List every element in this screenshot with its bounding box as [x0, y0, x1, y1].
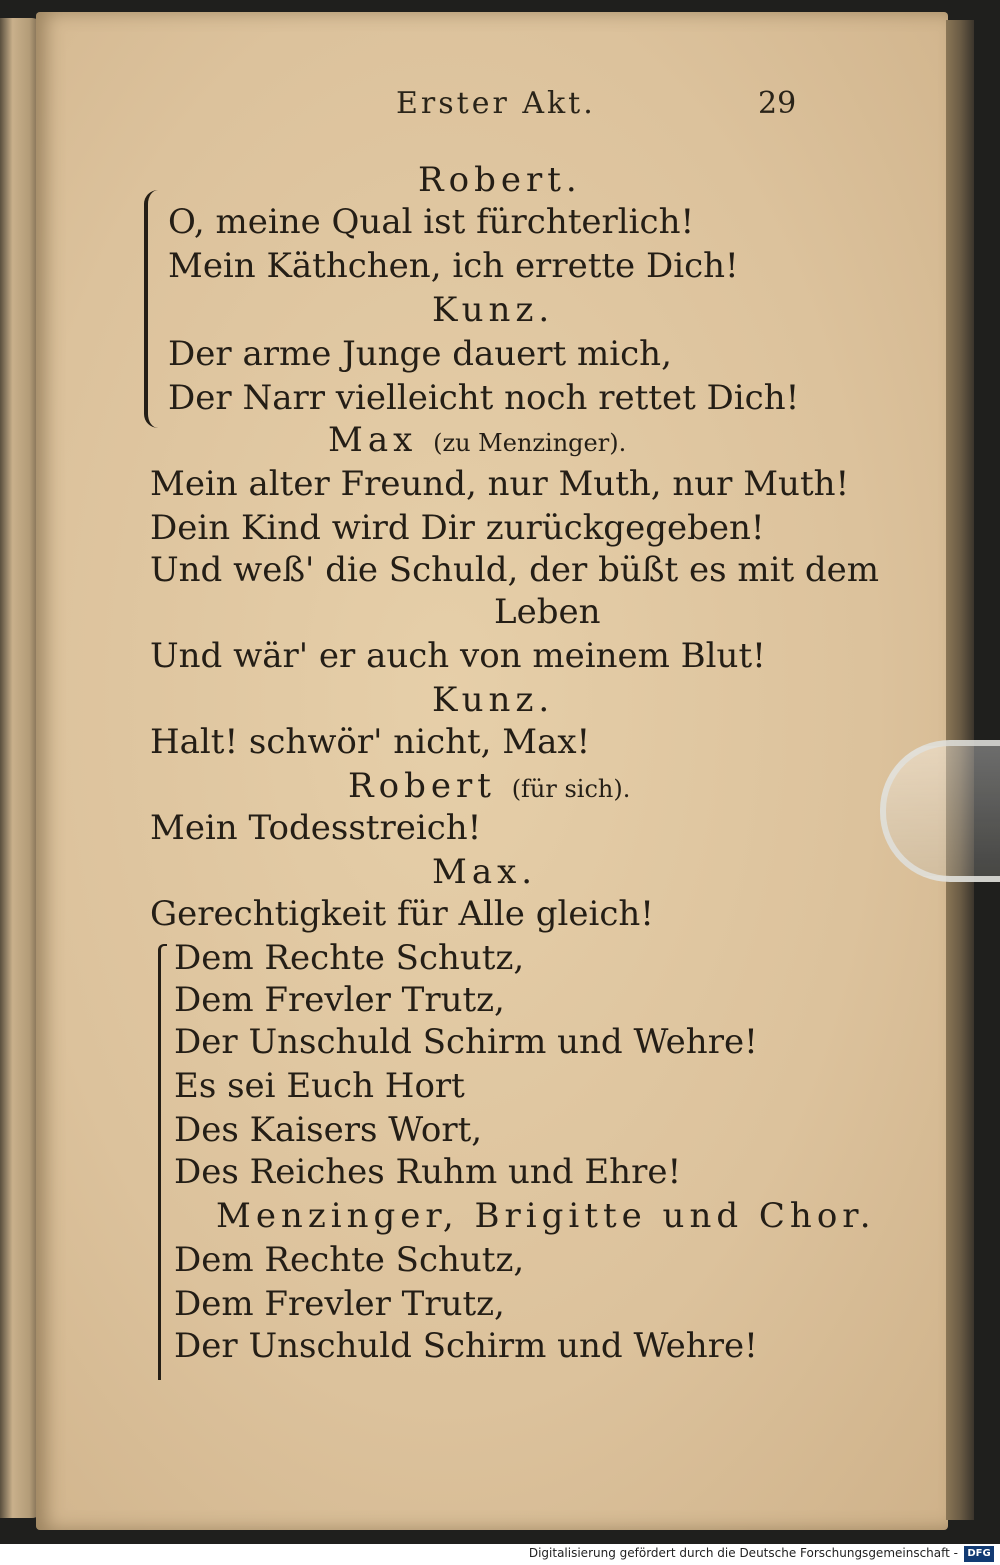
verse-line: Leben	[494, 592, 601, 632]
verse-line: Mein Todesstreich!	[150, 808, 482, 848]
verse-line: Dem Rechte Schutz,	[174, 1240, 525, 1280]
verse-line: Halt! schwör' nicht, Max!	[150, 722, 591, 762]
verse-line: Mein alter Freund, nur Muth, nur Muth!	[150, 464, 850, 504]
verse-line: Des Kaisers Wort,	[174, 1110, 483, 1150]
speaker-name: Max.	[432, 852, 538, 892]
verse-line: Der arme Junge dauert mich,	[168, 334, 672, 374]
stage-direction: (für sich).	[511, 775, 631, 803]
verse-bracket	[158, 944, 167, 1244]
digitization-footer	[0, 1544, 1000, 1565]
duet-brace	[144, 190, 158, 428]
verse-line: Und weß' die Schuld, der büßt es mit dem	[150, 550, 880, 590]
running-title: Erster Akt.	[396, 86, 596, 121]
verse-line: Dein Kind wird Dir zurückgegeben!	[150, 508, 765, 548]
speaker-name: Kunz.	[432, 290, 555, 330]
running-header	[0, 86, 1000, 126]
speaker-name: Kunz.	[432, 680, 555, 720]
speaker-name: Menzinger, Brigitte und Chor.	[216, 1196, 876, 1236]
verse-line: Der Unschuld Schirm und Wehre!	[174, 1022, 758, 1062]
verse-line: Der Narr vielleicht noch rettet Dich!	[168, 378, 800, 418]
page-number: 29	[758, 86, 797, 121]
speaker-name: Robert.	[418, 160, 582, 200]
verse-line: Mein Käthchen, ich errette Dich!	[168, 246, 739, 286]
verse-line: Der Unschuld Schirm und Wehre!	[174, 1326, 758, 1366]
dfg-logo: DFG	[964, 1546, 994, 1562]
verse-line: Dem Frevler Trutz,	[174, 1284, 505, 1324]
funding-note: Digitalisierung gefördert durch die Deutsche Forschungsgemeinschaft -	[528, 1546, 958, 1560]
verse-line: Und wär' er auch von meinem Blut!	[150, 636, 766, 676]
verse-line: Dem Frevler Trutz,	[174, 980, 505, 1020]
verse-line: Gerechtigkeit für Alle gleich!	[150, 894, 654, 934]
verse-line: Des Reiches Ruhm und Ehre!	[174, 1152, 682, 1192]
verse-line: O, meine Qual ist fürchterlich!	[168, 202, 695, 242]
stage-direction: (zu Menzinger).	[433, 429, 627, 457]
speaker-name: Max (zu Menzinger).	[328, 420, 627, 460]
verse-line: Es sei Euch Hort	[174, 1066, 465, 1106]
verse-line: Dem Rechte Schutz,	[174, 938, 525, 978]
chorus-bracket	[158, 1244, 167, 1380]
speaker-name: Robert (für sich).	[348, 766, 631, 806]
